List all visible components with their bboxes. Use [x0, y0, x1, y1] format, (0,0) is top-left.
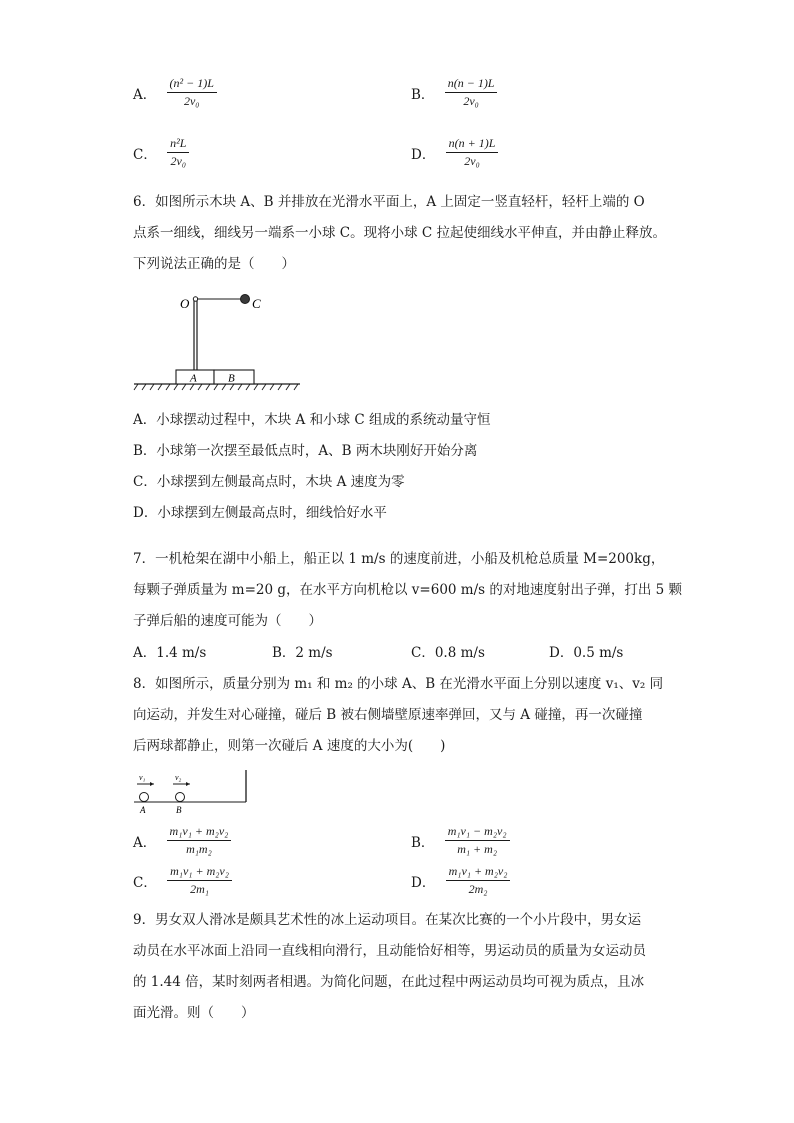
q5-option-b-label: B．: [411, 86, 435, 103]
q5-option-c-numerator: n²L: [167, 136, 189, 153]
q8-stem-line-2: 向运动，并发生对心碰撞，碰后 B 被右侧墙壁原速率弹回，又与 A 碰撞，再一次碰撞: [133, 707, 643, 723]
q7-option-d: D．0.5 m/s: [549, 645, 624, 661]
q7-option-c: C．0.8 m/s: [411, 645, 485, 661]
q6-option-c: C．小球摆到左侧最高点时，木块 A 速度为零: [133, 474, 405, 490]
q9-stem-line-3: 的 1.44 倍，某时刻两者相遇。为简化问题，在此过程中两运动员均可视为质点，且冰: [133, 974, 645, 990]
q8-stem-line-1: 8．如图所示，质量分别为 m₁ 和 m₂ 的小球 A、B 在光滑水平面上分别以速度 v₁、v₂ 同: [133, 676, 664, 692]
q5-option-b-denominator: 2v₀: [463, 94, 479, 108]
q8-collision-figure: [132, 768, 252, 816]
q8-option-a-fraction: [167, 824, 232, 857]
q5-option-a-numerator: (n² − 1)L: [167, 76, 217, 93]
q8-option-d: [411, 864, 510, 897]
q8-option-a-denominator: m₁m₂: [186, 842, 212, 856]
q7-option-b: B．2 m/s: [272, 645, 333, 661]
q8-option-d-denominator: 2m₂: [468, 882, 488, 896]
q8-option-d-numerator: m₁v₁ + m₂v₂: [446, 864, 511, 881]
q5-option-a-fraction: [167, 76, 217, 109]
q8-option-c-denominator: 2m₁: [190, 882, 209, 896]
q6-option-a: A．小球摆动过程中，木块 A 和小球 C 组成的系统动量守恒: [133, 412, 491, 428]
q8-stem-line-3: 后两球都静止，则第一次碰后 A 速度的大小为( ): [133, 738, 446, 754]
q8-option-b-label: B．: [411, 834, 435, 851]
q8-option-d-fraction: [446, 864, 511, 897]
q6-stem-line-2: 点系一细线，细线另一端系一小球 C。现将小球 C 拉起使细线水平伸直，并由静止释放。: [133, 225, 667, 241]
q8-option-b-fraction: [445, 824, 510, 857]
q8-option-a-numerator: m₁v₁ + m₂v₂: [167, 824, 232, 841]
q5-option-c-fraction: [167, 136, 189, 169]
q5-option-d: [411, 136, 498, 169]
q9-stem-line-4: 面光滑。则（ ）: [133, 1005, 255, 1021]
q5-option-a: [133, 76, 217, 109]
q5-option-a-label: A．: [133, 86, 157, 103]
q5-option-c-label: C．: [133, 146, 157, 163]
q6-stem-line-1: 6．如图所示木块 A、B 并排放在光滑水平面上，A 上固定一竖直轻杆，轻杆上端的 O: [133, 194, 645, 210]
q5-option-d-numerator: n(n + 1)L: [446, 136, 499, 153]
q7-stem-line-2: 每颗子弹质量为 m=20 g，在水平方向机枪以 v=600 m/s 的对地速度射出子弹，打出 5 颗: [133, 582, 683, 598]
q7-stem-line-3: 子弹后船的速度可能为（ ）: [133, 613, 322, 629]
q9-stem-line-2: 动员在水平冰面上沿同一直线相向滑行，且动能恰好相等，男运动员的质量为女运动员: [133, 943, 646, 959]
q8-option-c-numerator: m₁v₁ + m₂v₂: [167, 864, 232, 881]
q8-option-b-denominator: m₁ + m₂: [457, 842, 497, 856]
v1-arrow-head: [150, 782, 154, 786]
q5-option-c: [133, 136, 189, 169]
ball-a: [140, 793, 149, 802]
block-b-label: B: [228, 372, 235, 385]
q6-stem-line-3: 下列说法正确的是（ ）: [133, 256, 295, 272]
q8-option-b: [411, 824, 510, 857]
q5-option-b: [411, 76, 497, 109]
ball-a-label: A: [140, 805, 146, 815]
q6-option-b: B．小球第一次摆至最低点时，A、B 两木块刚好开始分离: [133, 443, 478, 459]
q5-option-b-fraction: [445, 76, 498, 109]
q5-option-d-denominator: 2v₀: [464, 154, 480, 168]
block-a-label: A: [190, 372, 197, 385]
q8-option-c-fraction: [167, 864, 232, 897]
q6-pendulum-figure: [132, 288, 304, 392]
q8-option-d-label: D．: [411, 874, 436, 891]
v2-arrow-head: [186, 782, 190, 786]
q8-option-c: [133, 864, 232, 897]
q8-option-a: [133, 824, 231, 857]
q5-option-a-denominator: 2v₀: [183, 94, 200, 108]
q6-option-d: D．小球摆到左侧最高点时，细线恰好水平: [133, 505, 387, 521]
q7-stem-line-1: 7．一机枪架在湖中小船上，船正以 1 m/s 的速度前进，小船及机枪总质量 M=200kg，: [133, 551, 665, 567]
ball-b: [176, 793, 185, 802]
ball-c: [241, 295, 250, 304]
q9-stem-line-1: 9．男女双人滑冰是颇具艺术性的冰上运动项目。在某次比赛的一个小片段中，男女运: [133, 912, 642, 928]
ball-b-label: B: [176, 805, 182, 815]
q5-option-b-numerator: n(n − 1)L: [445, 76, 498, 93]
q7-option-a: A．1.4 m/s: [133, 645, 207, 661]
q8-option-a-label: A．: [133, 834, 157, 851]
ground-hatch: [134, 384, 298, 390]
q5-option-d-label: D．: [411, 146, 436, 163]
q8-option-c-label: C．: [133, 874, 157, 891]
label-c: C: [252, 296, 261, 311]
q8-option-b-numerator: m₁v₁ − m₂v₂: [445, 824, 510, 841]
label-o: O: [180, 296, 190, 311]
q5-option-c-denominator: 2v₀: [170, 154, 187, 168]
q5-option-d-fraction: [446, 136, 499, 169]
v2-label: v₂: [175, 773, 182, 782]
v1-label: v₁: [139, 773, 146, 782]
